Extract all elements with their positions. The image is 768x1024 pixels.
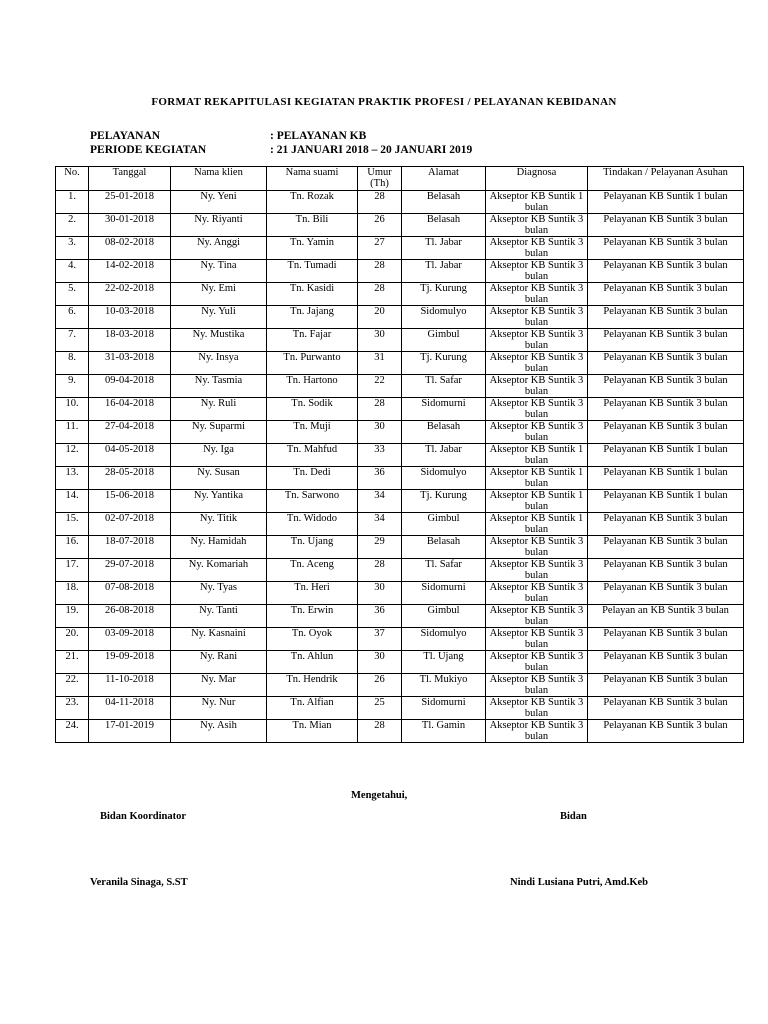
table-cell: Akseptor KB Suntik 1 bulan <box>486 467 588 490</box>
table-row <box>56 605 744 628</box>
table-cell: 10-03-2018 <box>89 306 171 329</box>
table-cell: 34 <box>358 513 402 536</box>
table-cell: Ny. Tasmia <box>171 375 267 398</box>
table-row <box>56 214 744 237</box>
table-cell: 3. <box>56 237 89 260</box>
table-cell: 26 <box>358 674 402 697</box>
table-cell: Gimbul <box>402 329 486 352</box>
table-cell: 25 <box>358 697 402 720</box>
table-cell: Tn. Tumadi <box>267 260 358 283</box>
table-cell: 20. <box>56 628 89 651</box>
column-header: Diagnosa <box>486 167 588 191</box>
table-cell: Ny. Ruli <box>171 398 267 421</box>
table-cell: Ny. Komariah <box>171 559 267 582</box>
table-cell: Pelayanan KB Suntik 3 bulan <box>588 260 744 283</box>
table-cell: Akseptor KB Suntik 1 bulan <box>486 444 588 467</box>
table-row <box>56 674 744 697</box>
table-cell: 28-05-2018 <box>89 467 171 490</box>
table-cell: Akseptor KB Suntik 3 bulan <box>486 283 588 306</box>
table-cell: Tj. Kurung <box>402 352 486 375</box>
right-signer-name: Nindi Lusiana Putri, Amd.Keb <box>510 877 648 888</box>
table-cell: Tj. Kurung <box>402 490 486 513</box>
table-cell: 27-04-2018 <box>89 421 171 444</box>
table-cell: Tn. Aceng <box>267 559 358 582</box>
table-cell: 1. <box>56 191 89 214</box>
table-cell: Ny. Suparmi <box>171 421 267 444</box>
table-row <box>56 444 744 467</box>
table-cell: Belasah <box>402 191 486 214</box>
table-cell: Pelayanan KB Suntik 3 bulan <box>588 674 744 697</box>
table-row <box>56 513 744 536</box>
header-row <box>56 167 744 191</box>
table-cell: Pelayanan KB Suntik 3 bulan <box>588 283 744 306</box>
column-header: Nama suami <box>267 167 358 191</box>
table-cell: Pelayanan KB Suntik 3 bulan <box>588 628 744 651</box>
table-cell: Akseptor KB Suntik 3 bulan <box>486 697 588 720</box>
document-title: FORMAT REKAPITULASI KEGIATAN PRAKTIK PROFESI / PELAYANAN KEBIDANAN <box>151 96 617 108</box>
table-cell: Ny. Iga <box>171 444 267 467</box>
table-cell: 13. <box>56 467 89 490</box>
table-cell: Tn. Hartono <box>267 375 358 398</box>
table-cell: Akseptor KB Suntik 3 bulan <box>486 421 588 444</box>
table-row <box>56 329 744 352</box>
table-cell: 33 <box>358 444 402 467</box>
table-body <box>56 191 744 743</box>
table-cell: Tn. Fajar <box>267 329 358 352</box>
table-cell: Tn. Widodo <box>267 513 358 536</box>
table-cell: 12. <box>56 444 89 467</box>
table-cell: Pelayanan KB Suntik 3 bulan <box>588 398 744 421</box>
table-cell: Pelayanan KB Suntik 3 bulan <box>588 582 744 605</box>
table-cell: Ny. Mar <box>171 674 267 697</box>
table-cell: Akseptor KB Suntik 3 bulan <box>486 674 588 697</box>
table-cell: Sidomurni <box>402 398 486 421</box>
table-cell: Tn. Heri <box>267 582 358 605</box>
table-cell: Sidomurni <box>402 582 486 605</box>
table-cell: 14. <box>56 490 89 513</box>
table-cell: Akseptor KB Suntik 3 bulan <box>486 306 588 329</box>
table-cell: Tn. Yamin <box>267 237 358 260</box>
table-cell: Pelayanan KB Suntik 3 bulan <box>588 421 744 444</box>
table-cell: Sidomurni <box>402 697 486 720</box>
table-row <box>56 398 744 421</box>
table-cell: Gimbul <box>402 513 486 536</box>
table-cell: Tn. Muji <box>267 421 358 444</box>
table-cell: Pelayanan KB Suntik 1 bulan <box>588 191 744 214</box>
table-cell: Sidomulyo <box>402 306 486 329</box>
table-cell: 04-11-2018 <box>89 697 171 720</box>
table-row <box>56 628 744 651</box>
table-cell: 26 <box>358 214 402 237</box>
table-cell: Akseptor KB Suntik 3 bulan <box>486 651 588 674</box>
table-cell: 10. <box>56 398 89 421</box>
table-cell: Akseptor KB Suntik 3 bulan <box>486 605 588 628</box>
table-cell: 36 <box>358 605 402 628</box>
table-cell: Pelayanan KB Suntik 3 bulan <box>588 375 744 398</box>
table-cell: Pelayanan KB Suntik 1 bulan <box>588 444 744 467</box>
table-row <box>56 467 744 490</box>
table-row <box>56 421 744 444</box>
table-cell: Tn. Bili <box>267 214 358 237</box>
table-row <box>56 559 744 582</box>
table-cell: Akseptor KB Suntik 3 bulan <box>486 329 588 352</box>
table-cell: Akseptor KB Suntik 3 bulan <box>486 582 588 605</box>
table-cell: Tl. Ujang <box>402 651 486 674</box>
table-cell: 36 <box>358 467 402 490</box>
table-cell: 02-07-2018 <box>89 513 171 536</box>
table-cell: Ny. Emi <box>171 283 267 306</box>
table-cell: 18-07-2018 <box>89 536 171 559</box>
table-cell: Akseptor KB Suntik 1 bulan <box>486 513 588 536</box>
field-value: : PELAYANAN KB <box>270 130 367 142</box>
table-cell: 22-02-2018 <box>89 283 171 306</box>
table-cell: Ny. Tina <box>171 260 267 283</box>
table-row <box>56 283 744 306</box>
table-cell: Gimbul <box>402 605 486 628</box>
table-cell: 28 <box>358 283 402 306</box>
table-cell: 34 <box>358 490 402 513</box>
table-cell: 30 <box>358 651 402 674</box>
table-cell: Ny. Anggi <box>171 237 267 260</box>
table-cell: Pelayanan KB Suntik 3 bulan <box>588 329 744 352</box>
table-cell: 23. <box>56 697 89 720</box>
table-cell: Tn. Dedi <box>267 467 358 490</box>
table-cell: Tl. Jabar <box>402 444 486 467</box>
table-cell: 17-01-2019 <box>89 720 171 743</box>
table-cell: 08-02-2018 <box>89 237 171 260</box>
column-header: Alamat <box>402 167 486 191</box>
table-row <box>56 375 744 398</box>
table-cell: 30 <box>358 421 402 444</box>
table-cell: 15. <box>56 513 89 536</box>
table-cell: Pelayanan KB Suntik 3 bulan <box>588 352 744 375</box>
table-cell: 16-04-2018 <box>89 398 171 421</box>
table-cell: 29-07-2018 <box>89 559 171 582</box>
table-cell: 03-09-2018 <box>89 628 171 651</box>
table-cell: Belasah <box>402 421 486 444</box>
table-row <box>56 352 744 375</box>
left-signer-name: Veranila Sinaga, S.ST <box>90 877 188 888</box>
table-cell: Tl. Jabar <box>402 260 486 283</box>
table-cell: Akseptor KB Suntik 3 bulan <box>486 559 588 582</box>
table-cell: Tn. Ahlun <box>267 651 358 674</box>
table-cell: Pelayanan KB Suntik 3 bulan <box>588 214 744 237</box>
table-cell: 7. <box>56 329 89 352</box>
table-cell: Sidomulyo <box>402 467 486 490</box>
table-cell: 28 <box>358 191 402 214</box>
field-label: PERIODE KEGIATAN <box>90 144 207 156</box>
table-cell: Pelayanan KB Suntik 3 bulan <box>588 720 744 743</box>
table-cell: Akseptor KB Suntik 3 bulan <box>486 628 588 651</box>
table-cell: 19-09-2018 <box>89 651 171 674</box>
table-cell: 28 <box>358 260 402 283</box>
table-cell: 26-08-2018 <box>89 605 171 628</box>
table-cell: 15-06-2018 <box>89 490 171 513</box>
table-cell: 30 <box>358 582 402 605</box>
left-signer-role: Bidan Koordinator <box>100 811 187 822</box>
table-cell: Pelayanan KB Suntik 3 bulan <box>588 306 744 329</box>
table-cell: Ny. Yuli <box>171 306 267 329</box>
table-header <box>56 167 744 191</box>
table-cell: 09-04-2018 <box>89 375 171 398</box>
table-cell: Ny. Yantika <box>171 490 267 513</box>
table-cell: Ny. Tyas <box>171 582 267 605</box>
recap-table <box>55 166 744 743</box>
column-header: No. <box>56 167 89 191</box>
table-cell: 28 <box>358 398 402 421</box>
table-cell: Pelayanan KB Suntik 3 bulan <box>588 559 744 582</box>
table-cell: Ny. Rani <box>171 651 267 674</box>
table-cell: Akseptor KB Suntik 3 bulan <box>486 720 588 743</box>
table-cell: Pelayanan KB Suntik 1 bulan <box>588 467 744 490</box>
right-signer-role: Bidan <box>560 811 587 822</box>
table-cell: Tn. Sarwono <box>267 490 358 513</box>
table-cell: 16. <box>56 536 89 559</box>
table-cell: 2. <box>56 214 89 237</box>
table-cell: Tn. Oyok <box>267 628 358 651</box>
table-cell: Tl. Gamin <box>402 720 486 743</box>
table-cell: Tn. Rozak <box>267 191 358 214</box>
table-cell: Akseptor KB Suntik 3 bulan <box>486 214 588 237</box>
table-cell: Tn. Purwanto <box>267 352 358 375</box>
table-cell: Tn. Sodik <box>267 398 358 421</box>
table-cell: 27 <box>358 237 402 260</box>
table-cell: 17. <box>56 559 89 582</box>
table-row <box>56 651 744 674</box>
column-header: Nama klien <box>171 167 267 191</box>
table-row <box>56 260 744 283</box>
table-cell: Tn. Jajang <box>267 306 358 329</box>
table-cell: 24. <box>56 720 89 743</box>
table-cell: Pelayanan KB Suntik 3 bulan <box>588 536 744 559</box>
table-cell: 11-10-2018 <box>89 674 171 697</box>
table-cell: 25-01-2018 <box>89 191 171 214</box>
table-cell: Belasah <box>402 536 486 559</box>
table-cell: Tn. Hendrik <box>267 674 358 697</box>
table-cell: Ny. Titik <box>171 513 267 536</box>
table-cell: Akseptor KB Suntik 3 bulan <box>486 536 588 559</box>
table-cell: Pelayan an KB Suntik 3 bulan <box>588 605 744 628</box>
table-cell: Ny. Kasnaini <box>171 628 267 651</box>
table-cell: Tl. Safar <box>402 559 486 582</box>
table-cell: Pelayanan KB Suntik 3 bulan <box>588 237 744 260</box>
table-cell: Tl. Mukiyo <box>402 674 486 697</box>
table-row <box>56 536 744 559</box>
table-cell: 31 <box>358 352 402 375</box>
acknowledged-label: Mengetahui, <box>351 790 408 801</box>
table-cell: 21. <box>56 651 89 674</box>
table-cell: Ny. Yeni <box>171 191 267 214</box>
table-cell: 28 <box>358 720 402 743</box>
table-cell: Tn. Mian <box>267 720 358 743</box>
table-cell: 30 <box>358 329 402 352</box>
table-cell: Tn. Ujang <box>267 536 358 559</box>
table-cell: Tn. Mahfud <box>267 444 358 467</box>
table-cell: Akseptor KB Suntik 3 bulan <box>486 260 588 283</box>
table-cell: Pelayanan KB Suntik 3 bulan <box>588 697 744 720</box>
table-cell: 04-05-2018 <box>89 444 171 467</box>
column-header: Tanggal <box>89 167 171 191</box>
table-cell: 18-03-2018 <box>89 329 171 352</box>
table-cell: Akseptor KB Suntik 3 bulan <box>486 352 588 375</box>
table-cell: 29 <box>358 536 402 559</box>
table-cell: Ny. Mustika <box>171 329 267 352</box>
table-row <box>56 582 744 605</box>
table-cell: 9. <box>56 375 89 398</box>
table-cell: Sidomulyo <box>402 628 486 651</box>
table-cell: Tl. Safar <box>402 375 486 398</box>
table-cell: Akseptor KB Suntik 1 bulan <box>486 490 588 513</box>
table-cell: 5. <box>56 283 89 306</box>
table-cell: 31-03-2018 <box>89 352 171 375</box>
table-cell: Pelayanan KB Suntik 1 bulan <box>588 490 744 513</box>
table-cell: 6. <box>56 306 89 329</box>
table-cell: 14-02-2018 <box>89 260 171 283</box>
table-cell: Ny. Susan <box>171 467 267 490</box>
table-row <box>56 306 744 329</box>
table-cell: 22 <box>358 375 402 398</box>
table-cell: 07-08-2018 <box>89 582 171 605</box>
table-cell: 28 <box>358 559 402 582</box>
table-cell: Ny. Tanti <box>171 605 267 628</box>
table-row <box>56 191 744 214</box>
table-row <box>56 697 744 720</box>
table-cell: Tn. Kasidi <box>267 283 358 306</box>
table-row <box>56 720 744 743</box>
table-cell: 18. <box>56 582 89 605</box>
table-cell: Ny. Nur <box>171 697 267 720</box>
table-cell: Akseptor KB Suntik 1 bulan <box>486 191 588 214</box>
table-cell: 8. <box>56 352 89 375</box>
table-cell: Akseptor KB Suntik 3 bulan <box>486 237 588 260</box>
table-row <box>56 237 744 260</box>
field-label: PELAYANAN <box>90 130 161 142</box>
table-cell: Belasah <box>402 214 486 237</box>
table-cell: Ny. Riyanti <box>171 214 267 237</box>
table-cell: 19. <box>56 605 89 628</box>
table-cell: Tl. Jabar <box>402 237 486 260</box>
table-cell: 22. <box>56 674 89 697</box>
table-cell: Tn. Alfian <box>267 697 358 720</box>
table-cell: Ny. Hamidah <box>171 536 267 559</box>
table-cell: Ny. Insya <box>171 352 267 375</box>
table-cell: 30-01-2018 <box>89 214 171 237</box>
column-header: Umur (Th) <box>358 167 402 191</box>
table-cell: Tn. Erwin <box>267 605 358 628</box>
table-cell: 4. <box>56 260 89 283</box>
table-cell: Tj. Kurung <box>402 283 486 306</box>
table-cell: 37 <box>358 628 402 651</box>
column-header: Tindakan / Pelayanan Asuhan <box>588 167 744 191</box>
table-cell: Pelayanan KB Suntik 3 bulan <box>588 651 744 674</box>
table-row <box>56 490 744 513</box>
table-cell: 20 <box>358 306 402 329</box>
table-cell: Akseptor KB Suntik 3 bulan <box>486 398 588 421</box>
table-cell: Ny. Asih <box>171 720 267 743</box>
field-value: : 21 JANUARI 2018 – 20 JANUARI 2019 <box>270 144 473 156</box>
table-cell: 11. <box>56 421 89 444</box>
table-cell: Akseptor KB Suntik 3 bulan <box>486 375 588 398</box>
table-cell: Pelayanan KB Suntik 3 bulan <box>588 513 744 536</box>
